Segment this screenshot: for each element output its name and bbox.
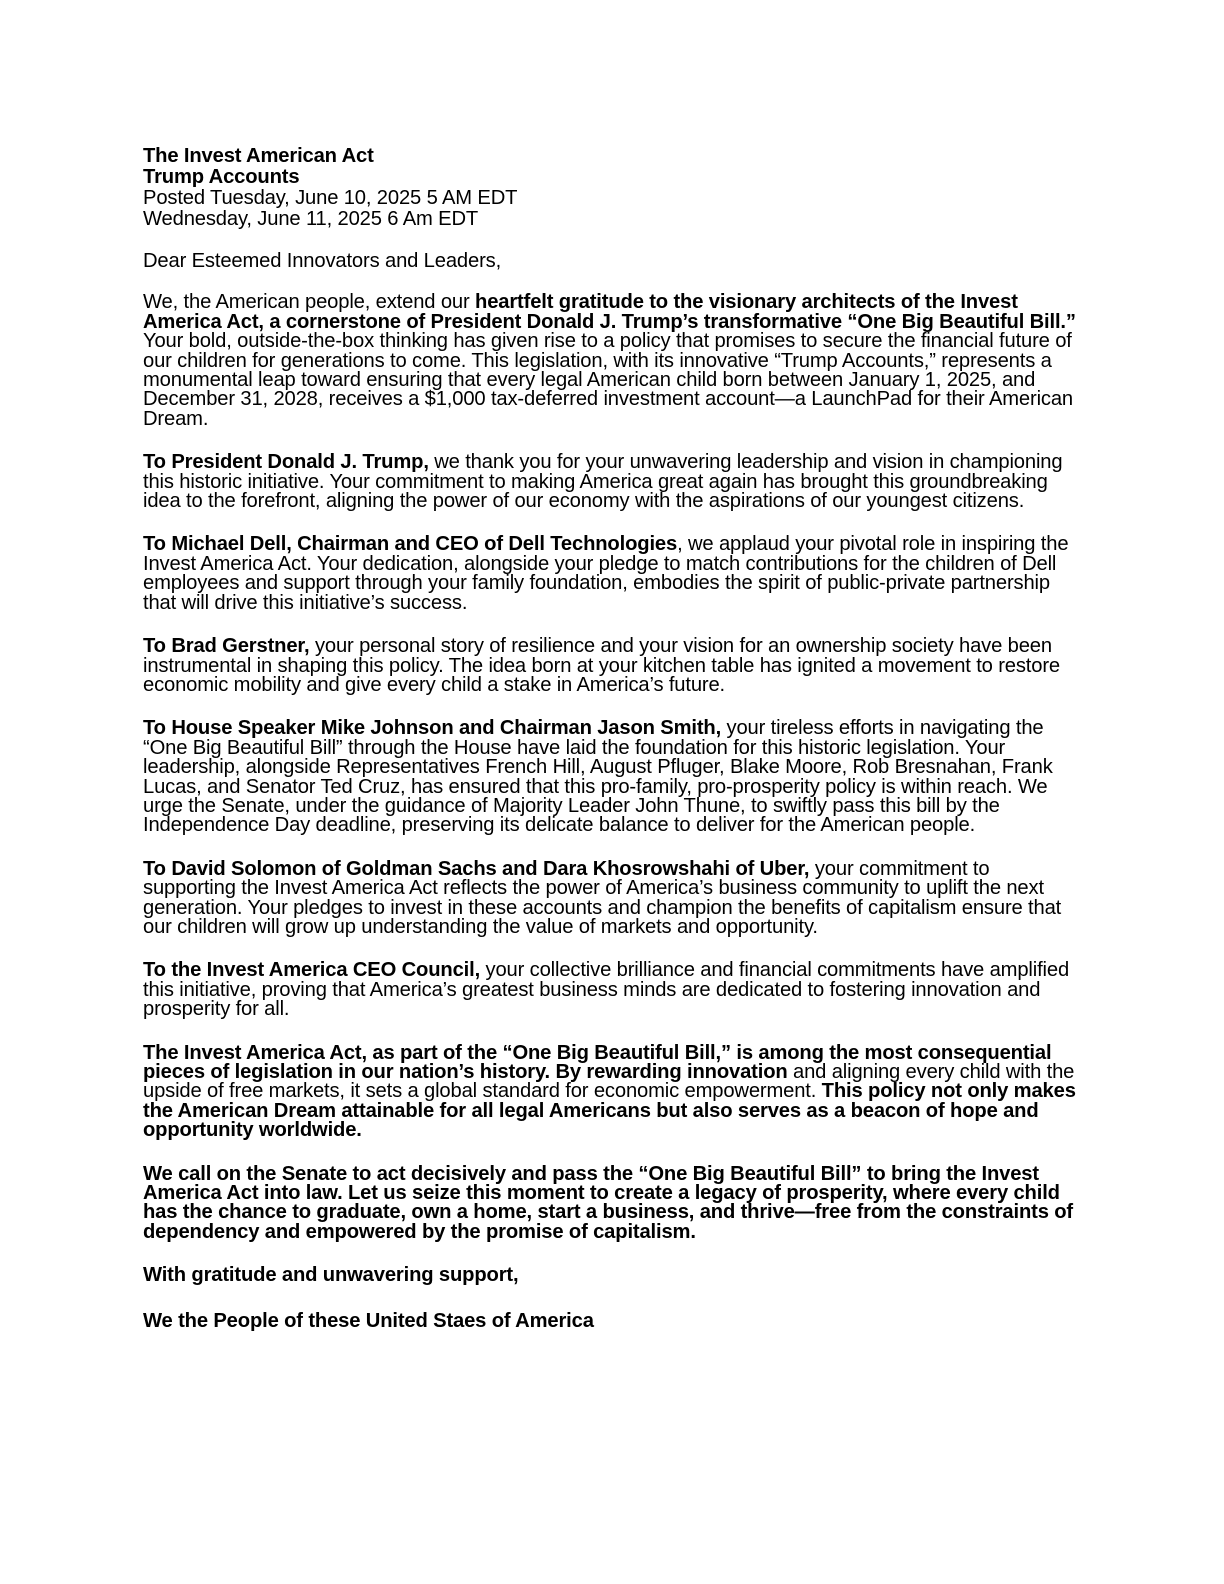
paragraph-dell-body: , we applaud your pivotal role in inspiring the Invest America Act. Your dedication, alongside your pledge to match contributions for the children of Dell employees and support through your family foundation, embodies the spirit of public-private partnership that will drive this initiative’s success. bbox=[143, 533, 1069, 614]
paragraph-significance-body: and aligning every child with the upside of free markets, it sets a global standard for economic empowerment. bbox=[143, 1061, 1075, 1103]
letter-page bbox=[143, 146, 1083, 1355]
paragraph-business-body: your commitment to supporting the Invest America Act reflects the power of America’s business community to uplift the next generation. Your pledges to invest in these accounts and champion the benefits of capitalism ensure that our children will grow up understanding the value of markets and opportunity. bbox=[143, 857, 1062, 938]
salutation: Dear Esteemed Innovators and Leaders, bbox=[143, 250, 502, 272]
paragraph-gratitude bbox=[143, 293, 1083, 429]
paragraph-ceo-council bbox=[143, 961, 1083, 1019]
paragraph-business bbox=[143, 857, 1083, 938]
letter-subtitle: Trump Accounts bbox=[143, 166, 300, 188]
letter-header bbox=[143, 146, 1083, 230]
paragraph-dell bbox=[143, 535, 1083, 613]
updated-date: Wednesday, June 11, 2025 6 Am EDT bbox=[143, 208, 479, 230]
paragraph-gratitude-bold: heartfelt gratitude to the visionary architects of the Invest America Act, a cornerstone of President Donald J. Trump’s transformative “One Big Beautiful Bill.” bbox=[143, 291, 1076, 333]
posted-date: Posted Tuesday, June 10, 2025 5 AM EDT bbox=[143, 187, 518, 209]
paragraph-ceo-council-body: your collective brilliance and financial commitments have amplified this initiative, proving that America’s greatest business minds are dedicated to fostering innovation and prosperity for all. bbox=[143, 959, 1070, 1021]
paragraph-trump-lead: To President Donald J. Trump, bbox=[143, 451, 429, 474]
paragraph-gerstner-body: your personal story of resilience and your vision for an ownership society have been instrumental in shaping this policy. The idea born at your kitchen table has ignited a movement to restore economic mobility and give every child a stake in America’s future. bbox=[143, 635, 1060, 696]
paragraph-business-lead: To David Solomon of Goldman Sachs and Dara Khosrowshahi of Uber, bbox=[143, 857, 810, 880]
paragraph-house-lead: To House Speaker Mike Johnson and Chairman Jason Smith, bbox=[143, 717, 722, 740]
paragraph-significance bbox=[143, 1041, 1083, 1142]
paragraph-dell-lead: To Michael Dell, Chairman and CEO of Dell Technologies bbox=[143, 533, 678, 556]
signature: We the People of these United Staes of America bbox=[143, 1309, 594, 1332]
paragraph-gratitude-body: Your bold, outside-the-box thinking has given rise to a policy that promises to secure the financial future of our children for generations to come. This legislation, with its innovative “Trump Accounts,” represents a monumental leap toward ensuring that every legal American child born between January 1, 2025, and December 31, 2028, receives a $1,000 tax-deferred investment account—a LaunchPad for their American Dream. bbox=[143, 330, 1074, 430]
paragraph-gratitude-intro: We, the American people, extend our bbox=[143, 291, 476, 314]
paragraph-call-to-action: We call on the Senate to act decisively and pass the “One Big Beautiful Bill” to bring the Invest America Act into law. Let us seize this moment to create a legacy of prosperity, where every child has the chance to graduate, own a home, start a business, and thrive—free from the constraints of dependency and empowered by the promise of capitalism. bbox=[143, 1162, 1073, 1243]
letter-title: The Invest American Act bbox=[143, 145, 374, 167]
paragraph-significance-bold-b: This policy not only makes the American Dream attainable for all legal Americans but also serves as a beacon of hope and opportunity worldwide. bbox=[143, 1080, 1076, 1142]
closing: With gratitude and unwavering support, bbox=[143, 1264, 519, 1287]
paragraph-house bbox=[143, 719, 1083, 835]
paragraph-trump bbox=[143, 453, 1083, 511]
paragraph-trump-body: we thank you for your unwavering leadership and vision in championing this historic initiative. Your commitment to making America great again has brought this groundbreaking idea to the forefront, aligning the power of our economy with the aspirations of our youngest citizens. bbox=[143, 451, 1063, 513]
paragraph-house-body: your tireless efforts in navigating the “One Big Beautiful Bill” through the House have laid the foundation for this historic legislation. Your leadership, alongside Representatives French Hill, August Pfluger, Blake Moore, Rob Bresnahan, Frank Lucas, and Senator Ted Cruz, has ensured that this pro-family, pro-prosperity policy is within reach. We urge the Senate, under the guidance of Majority Leader John Thune, to swiftly pass this bill by the Independence Day deadline, preserving its delicate balance to deliver for the American people. bbox=[143, 717, 1053, 837]
paragraph-gerstner bbox=[143, 637, 1083, 695]
paragraph-ceo-council-lead: To the Invest America CEO Council, bbox=[143, 959, 481, 982]
paragraph-significance-bold-a: The Invest America Act, as part of the “One Big Beautiful Bill,” is among the most consequential pieces of legislation in our nation’s history. By rewarding innovation bbox=[143, 1041, 1052, 1083]
paragraph-gerstner-lead: To Brad Gerstner, bbox=[143, 635, 310, 658]
